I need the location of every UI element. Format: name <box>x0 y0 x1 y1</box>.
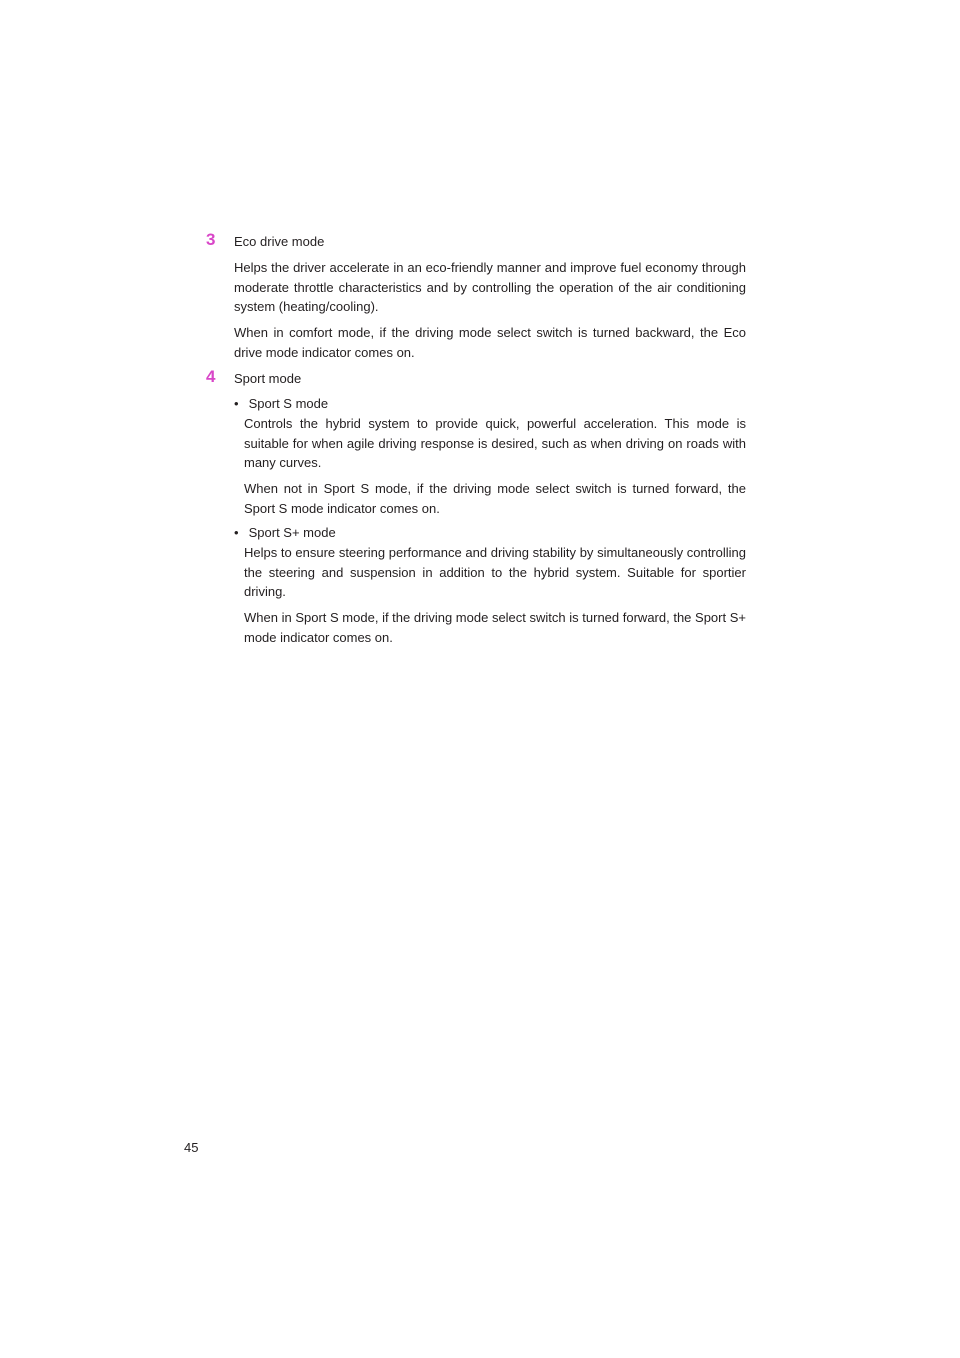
page-number: 45 <box>184 1140 199 1155</box>
bullet-marker: • <box>234 525 239 540</box>
bullet-sport-s-title: Sport S mode <box>248 396 329 411</box>
section-4-number: 4 <box>206 367 216 386</box>
section-3-paragraph-1: Helps the driver accelerate in an eco-friendly manner and improve fuel economy through moderate throttle characteristics and by controlling the operation of the air conditioning system (heating/cooling). <box>234 260 746 315</box>
sport-s-paragraph-2: When not in Sport S mode, if the driving mode select switch is turned forward, the Sport S mode indicator comes on. <box>244 481 746 516</box>
bullet-marker: • <box>234 396 239 411</box>
bullet-sport-s <box>234 395 328 413</box>
bullet-sport-s-plus <box>234 524 336 542</box>
section-3-paragraph-2: When in comfort mode, if the driving mode select switch is turned backward, the Eco drive mode indicator comes on. <box>234 325 746 360</box>
sport-s-paragraph-1: Controls the hybrid system to provide quick, powerful acceleration. This mode is suitable for when agile driving response is desired, such as when driving on roads with many curves. <box>244 416 746 471</box>
bullet-sport-s-plus-title: Sport S+ mode <box>248 525 336 540</box>
section-4-title: Sport mode <box>234 371 302 386</box>
section-3-number: 3 <box>206 230 216 249</box>
sport-s-plus-paragraph-1: Helps to ensure steering performance and driving stability by simultaneously controlling the steering and suspension in addition to the hybrid system. Suitable for sportier driving. <box>244 545 746 600</box>
sport-s-plus-paragraph-2: When in Sport S mode, if the driving mode select switch is turned forward, the Sport S+ mode indicator comes on. <box>244 610 746 645</box>
section-3-title: Eco drive mode <box>234 234 325 249</box>
